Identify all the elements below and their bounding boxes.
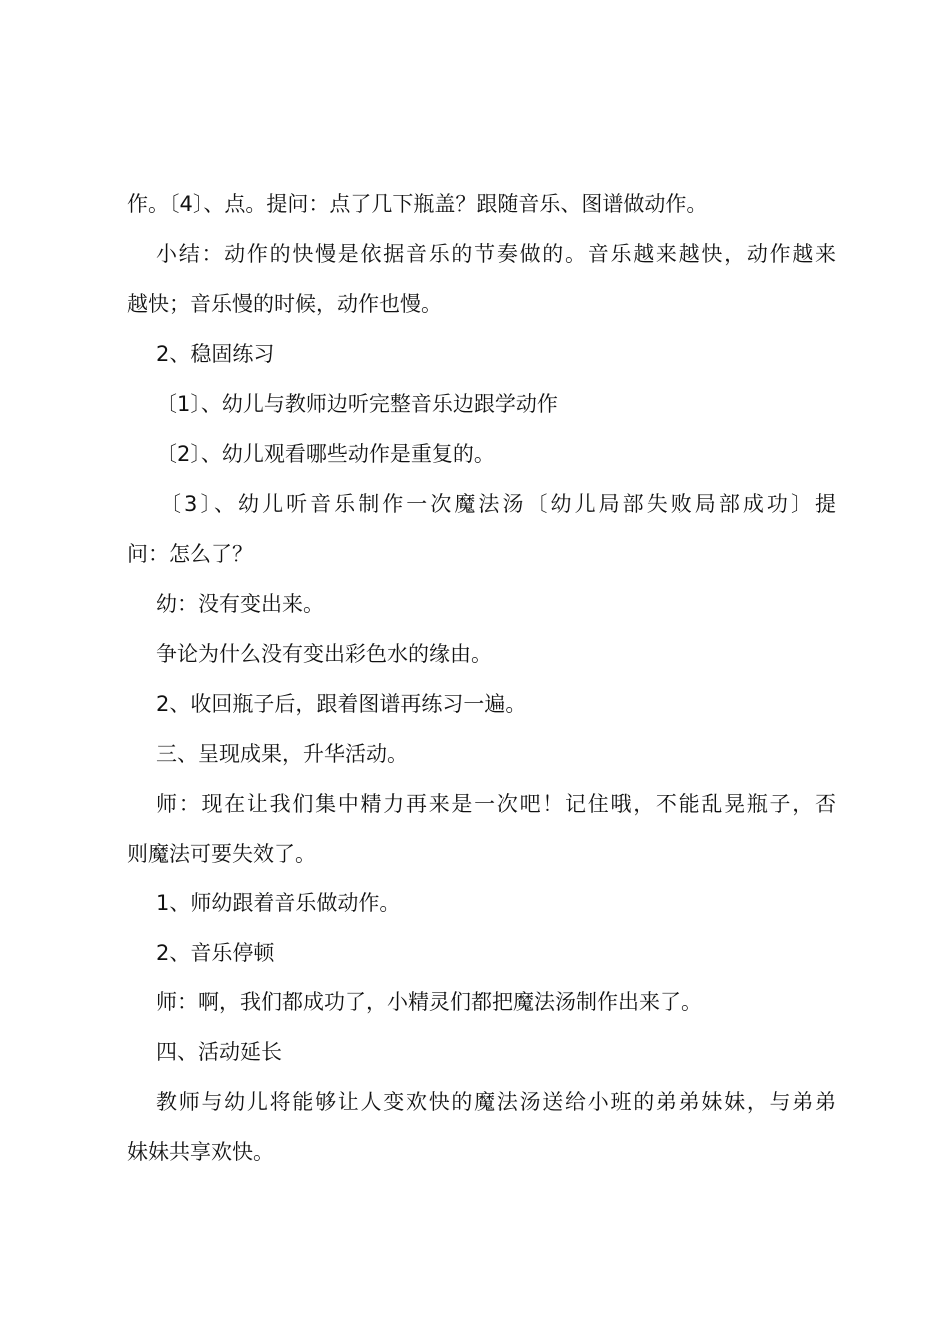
text-line-10: 争论为什么没有变出彩色水的缘由。	[156, 642, 492, 666]
text-line-9: 幼：没有变出来。	[156, 592, 324, 616]
text-line-20: 妹妹共享欢快。	[127, 1140, 274, 1164]
text-line-11: 2、收回瓶子后，跟着图谱再练习一遍。	[156, 692, 527, 716]
text-line-12: 三、呈现成果，升华活动。	[156, 742, 408, 766]
text-line-5: 〔1〕、幼儿与教师边听完整音乐边跟学动作	[156, 392, 558, 416]
text-line-8: 问：怎么了？	[127, 542, 253, 566]
text-line-15: 1、师幼跟着音乐做动作。	[156, 891, 401, 915]
text-line-6: 〔2〕、幼儿观看哪些动作是重复的。	[156, 442, 495, 466]
text-line-19: 教师与幼儿将能够让人变欢快的魔法汤送给小班的弟弟妹妹，与弟弟	[156, 1090, 836, 1114]
text-line-13: 师：现在让我们集中精力再来是一次吧！记住哦，不能乱晃瓶子，否	[156, 792, 836, 816]
text-line-16: 2、音乐停顿	[156, 941, 275, 965]
text-line-7: 〔3〕、幼儿听音乐制作一次魔法汤〔幼儿局部失败局部成功〕提	[160, 492, 836, 516]
text-line-1: 作。〔4〕、点。提问：点了几下瓶盖？跟随音乐、图谱做动作。	[127, 192, 708, 216]
text-line-18: 四、活动延长	[156, 1040, 282, 1064]
text-line-4: 2、稳固练习	[156, 342, 275, 366]
text-line-3: 越快；音乐慢的时候，动作也慢。	[127, 292, 442, 316]
text-line-2: 小结：动作的快慢是依据音乐的节奏做的。音乐越来越快，动作越来	[156, 242, 836, 266]
text-line-14: 则魔法可要失效了。	[127, 842, 316, 866]
text-line-17: 师：啊，我们都成功了，小精灵们都把魔法汤制作出来了。	[156, 990, 702, 1014]
